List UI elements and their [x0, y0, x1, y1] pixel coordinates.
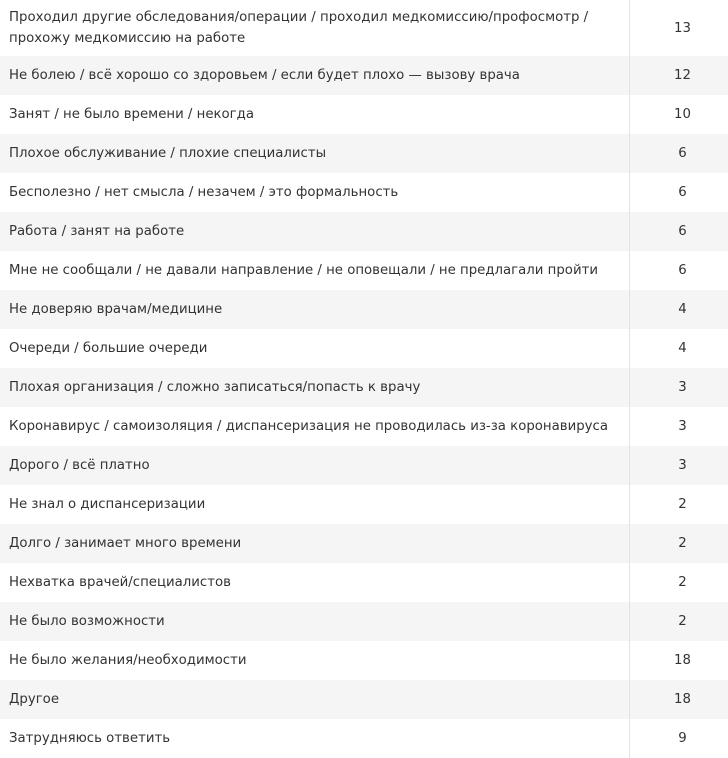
row-label: Не болею / всё хорошо со здоровьем / если будет плохо — вызову врача	[0, 56, 630, 95]
row-label: Не было желания/необходимости	[0, 641, 630, 680]
row-count: 2	[630, 563, 728, 602]
row-label: Занят / не было времени / некогда	[0, 95, 630, 134]
row-count: 13	[630, 0, 728, 56]
row-label: Не знал о диспансеризации	[0, 485, 630, 524]
row-label: Очереди / большие очереди	[0, 329, 630, 368]
row-label: Бесполезно / нет смысла / незачем / это формальность	[0, 173, 630, 212]
table-row	[0, 290, 728, 329]
table-row	[0, 485, 728, 524]
row-count: 2	[630, 524, 728, 563]
table-row	[0, 563, 728, 602]
row-label: Работа / занят на работе	[0, 212, 630, 251]
table-row	[0, 0, 728, 56]
row-count: 3	[630, 446, 728, 485]
row-count: 10	[630, 95, 728, 134]
row-count: 2	[630, 485, 728, 524]
row-label: Не доверяю врачам/медицине	[0, 290, 630, 329]
row-count: 3	[630, 407, 728, 446]
table-row	[0, 602, 728, 641]
row-count: 2	[630, 602, 728, 641]
table-row	[0, 212, 728, 251]
table-row	[0, 446, 728, 485]
row-count: 4	[630, 329, 728, 368]
row-count: 6	[630, 134, 728, 173]
row-label: Плохое обслуживание / плохие специалисты	[0, 134, 630, 173]
row-count: 18	[630, 680, 728, 719]
row-label: Коронавирус / самоизоляция / диспансеризация не проводилась из-за коронавируса	[0, 407, 630, 446]
table-row	[0, 524, 728, 563]
row-label: Не было возможности	[0, 602, 630, 641]
row-count: 6	[630, 251, 728, 290]
row-count: 12	[630, 56, 728, 95]
table-row	[0, 407, 728, 446]
row-count: 6	[630, 173, 728, 212]
table-row	[0, 641, 728, 680]
table-row	[0, 95, 728, 134]
row-count: 18	[630, 641, 728, 680]
row-label: Долго / занимает много времени	[0, 524, 630, 563]
table-row	[0, 368, 728, 407]
row-label: Другое	[0, 680, 630, 719]
row-label: Мне не сообщали / не давали направление / не оповещали / не предлагали пройти	[0, 251, 630, 290]
row-label: Плохая организация / сложно записаться/попасть к врачу	[0, 368, 630, 407]
table-row	[0, 251, 728, 290]
row-label: Затрудняюсь ответить	[0, 719, 630, 758]
row-count: 3	[630, 368, 728, 407]
row-label: Нехватка врачей/специалистов	[0, 563, 630, 602]
row-count: 4	[630, 290, 728, 329]
table-row	[0, 173, 728, 212]
row-label: Проходил другие обследования/операции / проходил медкомиссию/профосмотр / прохожу медкомиссию на работе	[0, 0, 630, 56]
table-row	[0, 329, 728, 368]
table-row	[0, 680, 728, 719]
table-row	[0, 134, 728, 173]
table-row	[0, 56, 728, 95]
row-count: 6	[630, 212, 728, 251]
row-count: 9	[630, 719, 728, 758]
table-row	[0, 719, 728, 758]
row-label: Дорого / всё платно	[0, 446, 630, 485]
